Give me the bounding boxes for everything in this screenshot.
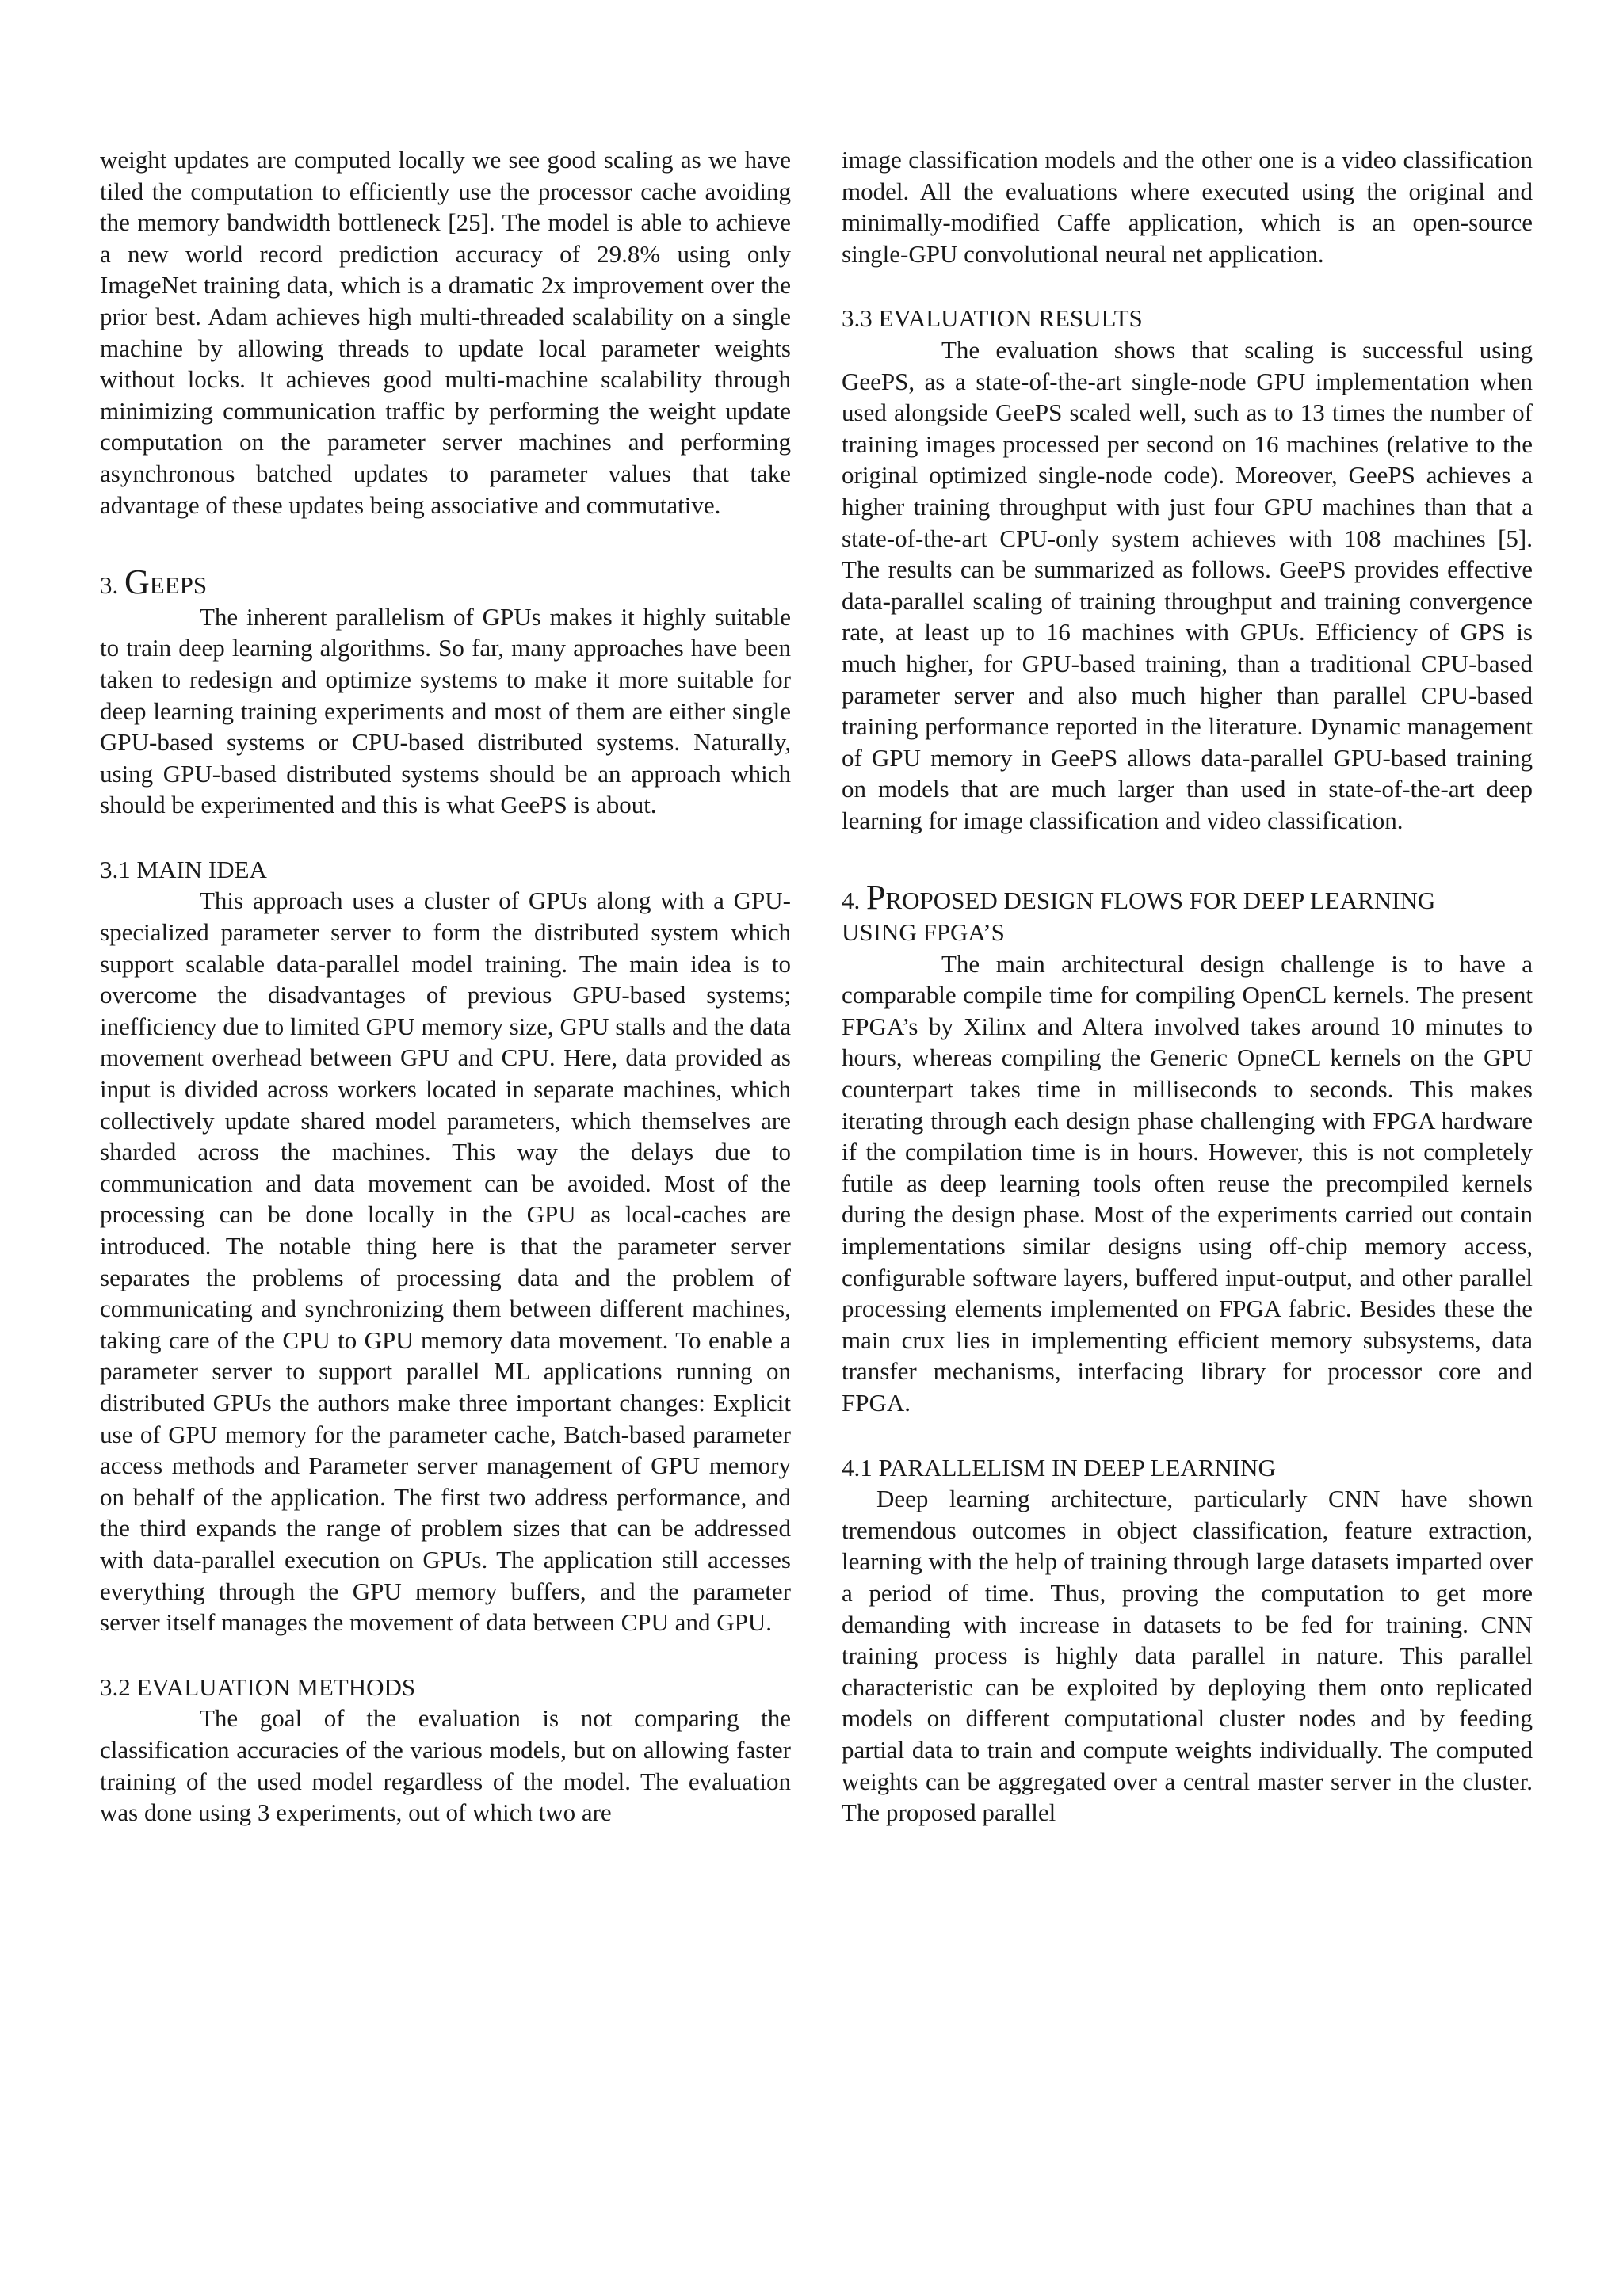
section-3-1-paragraph: This approach uses a cluster of GPUs along with a GPU-specialized parameter server to form the distributed system which support scalable data-parallel model training. The main idea is to overcome the disadvantages of previous GPU-based systems; inefficiency due to limited GPU memory size, GPU stalls and the data movement overhead between GPU and CPU. Here, data provided as input is divided across workers located in separate machines, which collectively update shared model parameters, which themselves are sharded across the machines. This way the delays due to communication and data movement can be avoided. Most of the processing can be done locally in the GPU as local-caches are introduced. The notable thing here is that the parameter server separates the problems of processing data and the problem of communicating and synchronizing them between different machines, taking care of the CPU to GPU memory data movement. To enable a parameter server to support parallel ML applications running on distributed GPUs the authors make three important changes: Explicit use of GPU memory for the parameter cache, Batch-based parameter access methods and Parameter server management of GPU memory on behalf of the application. The first two address performance, and the third expands the range of problem sizes that can be addressed with data-parallel execution on GPUs. The application still accesses everything through the GPU memory buffers, and the parameter server itself manages the movement of data between CPU and GPU. <box>100 887 791 1637</box>
section-3-3-heading: 3.3 EVALUATION RESULTS <box>842 304 1143 333</box>
section-4-paragraph: The main architectural design challenge is to have a comparable compile time for compiling OpenCL kernels. The present FPGA’s by Xilinx and Altera involved takes around 10 minutes to hours, whereas compiling the Generic OpneCL kernels on the GPU counterpart takes time in milliseconds to seconds. This makes iterating through each design phase challenging with FPGA hardware if the compilation time is in hours. However, this is not completely futile as deep learning tools often reuse the precompiled kernels during the design phase. Most of the experiments carried out contain implementations similar designs using off-chip memory access, configurable software layers, buffered input-output, and other parallel processing elements implemented on FPGA fabric. Besides these the main crux lies in implementing efficient memory subsystems, data transfer mechanisms, interfacing library for processor core and FPGA. <box>842 949 1533 1417</box>
section-3-title-rest: EEPS <box>149 571 208 600</box>
left-column <box>100 144 791 1829</box>
section-4-title-line2: USING FPGA’S <box>842 918 1005 947</box>
section-3-heading <box>100 563 791 602</box>
section-3-number: 3. <box>100 571 124 600</box>
section-3-paragraph: The inherent parallelism of GPUs makes it highly suitable to train deep learning algorithms. So far, many approaches have been taken to redesign and optimize systems to make it more suitable for deep learning training experiments and most of them are either single GPU-based systems or CPU-based distributed systems. Naturally, using GPU-based distributed systems should be an approach which should be experimented and this is what GeePS is about. <box>100 602 791 819</box>
section-3-2-heading: 3.2 EVALUATION METHODS <box>100 1672 416 1701</box>
right-column <box>842 144 1533 1829</box>
intro-paragraph: weight updates are computed locally we see good scaling as we have tiled the computation to efficiently use the processor cache avoiding the memory bandwidth bottleneck [25]. The model is able to achieve a new world record prediction accuracy of 29.8% using only ImageNet training data, which is a dramatic 2x improvement over the prior best. Adam achieves high multi-threaded scalability on a single machine by allowing threads to update local parameter weights without locks. It achieves good multi-machine scalability through minimizing communication traffic by performing the weight update computation on the parameter server machines and performing asynchronous batched updates to parameter values that take advantage of these updates being associative and commutative. <box>100 146 791 519</box>
continuation-paragraph: image classification models and the other one is a video classification model. All the evaluations where executed using the original and minimally-modified Caffe application, which is an open-source single-GPU convolutional neural net application. <box>842 146 1533 268</box>
section-4-title-rest: ROPOSED DESIGN FLOWS FOR DEEP LEARNING <box>885 887 1436 915</box>
section-3-2-paragraph: The goal of the evaluation is not comparing the classification accuracies of the various models, but on allowing faster training of the used model regardless of the model. The evaluation was done using 3 experiments, out of which two are <box>100 1704 791 1827</box>
section-4-title-initial: P <box>866 878 886 917</box>
section-3-1-heading: 3.1 MAIN IDEA <box>100 855 267 883</box>
section-3-3-paragraph: The evaluation shows that scaling is successful using GeePS, as a state-of-the-art single-node GPU implementation when used alongside GeePS scaled well, such as to 13 times the number of training images processed per second on 16 machines (relative to the original optimized single-node code). Moreover, GeePS achieves a higher training throughput with just four GPU machines than that a state-of-the-art CPU-only system achieves with 108 machines [5]. The results can be summarized as follows. GeePS provides effective data-parallel scaling of training throughput and training convergence rate, at least up to 16 machines with GPUs. Efficiency of GPS is much higher, for GPU-based training, than a traditional CPU-based parameter server and also much higher than parallel CPU-based training performance reported in the literature. Dynamic management of GPU memory in GeePS allows data-parallel GPU-based training on models that are much larger than used in state-of-the-art deep learning for image classification and video classification. <box>842 335 1533 834</box>
section-4-1-heading: 4.1 PARALLELISM IN DEEP LEARNING <box>842 1453 1276 1482</box>
section-4-number: 4. <box>842 887 866 915</box>
section-3-title-initial: G <box>124 563 150 602</box>
section-4-heading <box>842 878 1533 948</box>
section-4-1-paragraph: Deep learning architecture, particularly CNN have shown tremendous outcomes in object classification, feature extraction, learning with the help of training through large datasets imparted over a period of time. Thus, proving the computation to get more demanding with increase in datasets to be fed for training. CNN training process is highly data parallel in nature. This parallel characteristic can be exploited by deploying them onto replicated models on different computational cluster nodes and by feeding partial data to train and compute weights individually. The computed weights can be aggregated over a central master server in the cluster. The proposed parallel <box>842 1485 1533 1827</box>
